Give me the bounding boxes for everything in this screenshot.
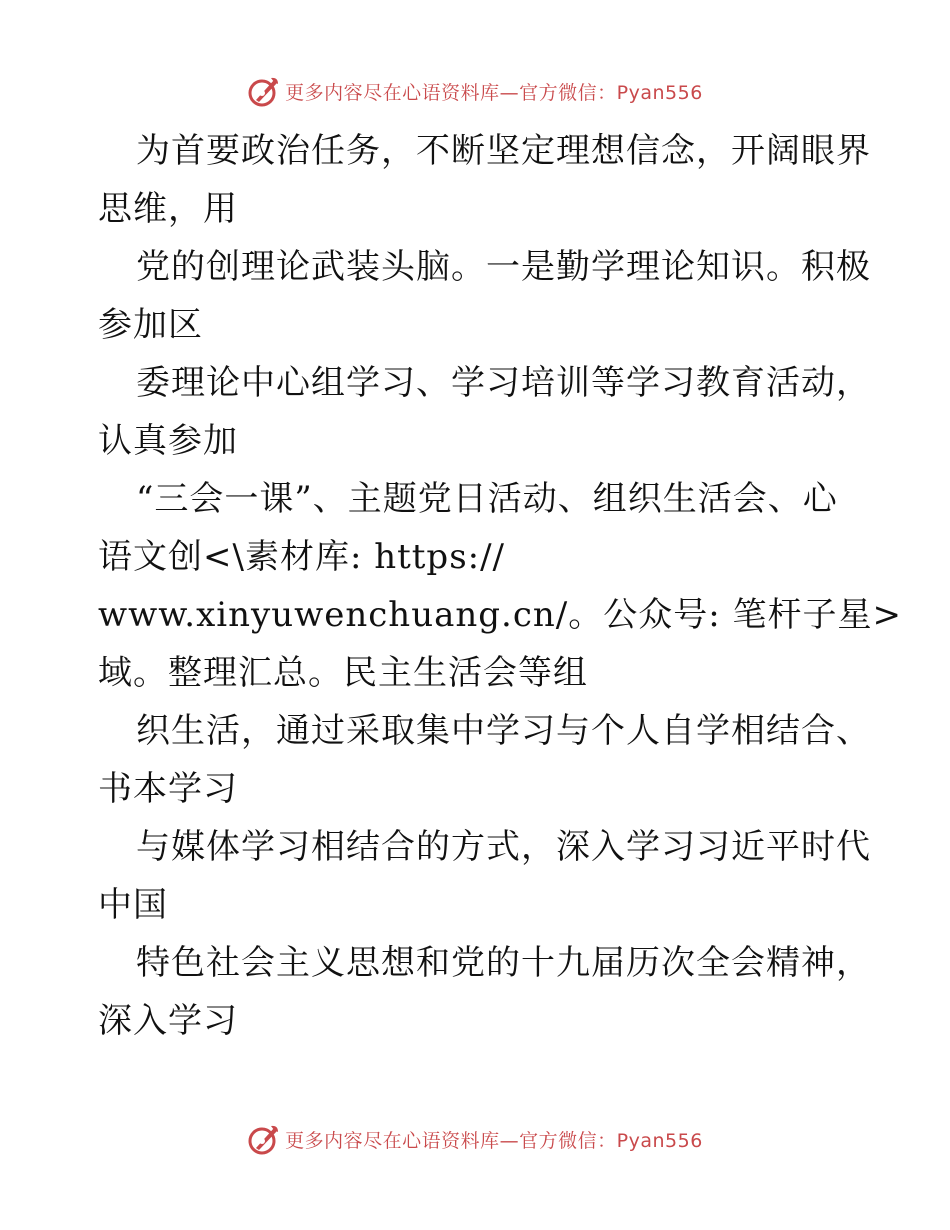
body-line: 参加区 (98, 305, 203, 345)
body-line: 深入学习 (98, 1001, 238, 1041)
footer-banner (0, 1119, 950, 1159)
header-banner-text (285, 78, 703, 105)
body-line: 党的创理论武装头脑。一是勤学理论知识。积极 (136, 247, 871, 287)
body-line: 为首要政治任务，不断坚定理想信念，开阔眼界 (136, 131, 871, 171)
quill-pen-logo-icon (247, 74, 281, 108)
body-line: 中国 (98, 885, 168, 925)
body-line: 认真参加 (98, 421, 238, 461)
document-body (98, 122, 902, 1050)
body-line: www.xinyuwenchuang.cn/。公众号: 笔杆子星> (98, 595, 902, 635)
footer-banner-text (285, 1126, 703, 1153)
header-wechat-text: 官方微信：Pyan556 (519, 81, 703, 104)
quill-pen-logo-icon (247, 1122, 281, 1156)
body-line: 织生活，通过采取集中学习与个人自学相结合、 (136, 711, 871, 751)
footer-dash: — (499, 1129, 520, 1152)
header-banner (0, 71, 950, 111)
body-line: “三会一课”、主题党日活动、组织生活会、心 (136, 479, 838, 519)
body-line: 域。整理汇总。民主生活会等组 (98, 653, 588, 693)
body-line: 语文创<\素材库: https:// (98, 537, 506, 577)
footer-wechat-text: 官方微信：Pyan556 (519, 1129, 703, 1152)
body-line: 委理论中心组学习、学习培训等学习教育活动， (136, 363, 871, 403)
body-line: 与媒体学习相结合的方式，深入学习习近平时代 (136, 827, 871, 867)
body-line: 特色社会主义思想和党的十九届历次全会精神， (136, 943, 871, 983)
body-line: 思维，用 (98, 189, 238, 229)
header-site-text: 更多内容尽在心语资料库 (285, 81, 500, 104)
header-dash: — (499, 81, 520, 104)
footer-site-text: 更多内容尽在心语资料库 (285, 1129, 500, 1152)
body-line: 书本学习 (98, 769, 238, 809)
